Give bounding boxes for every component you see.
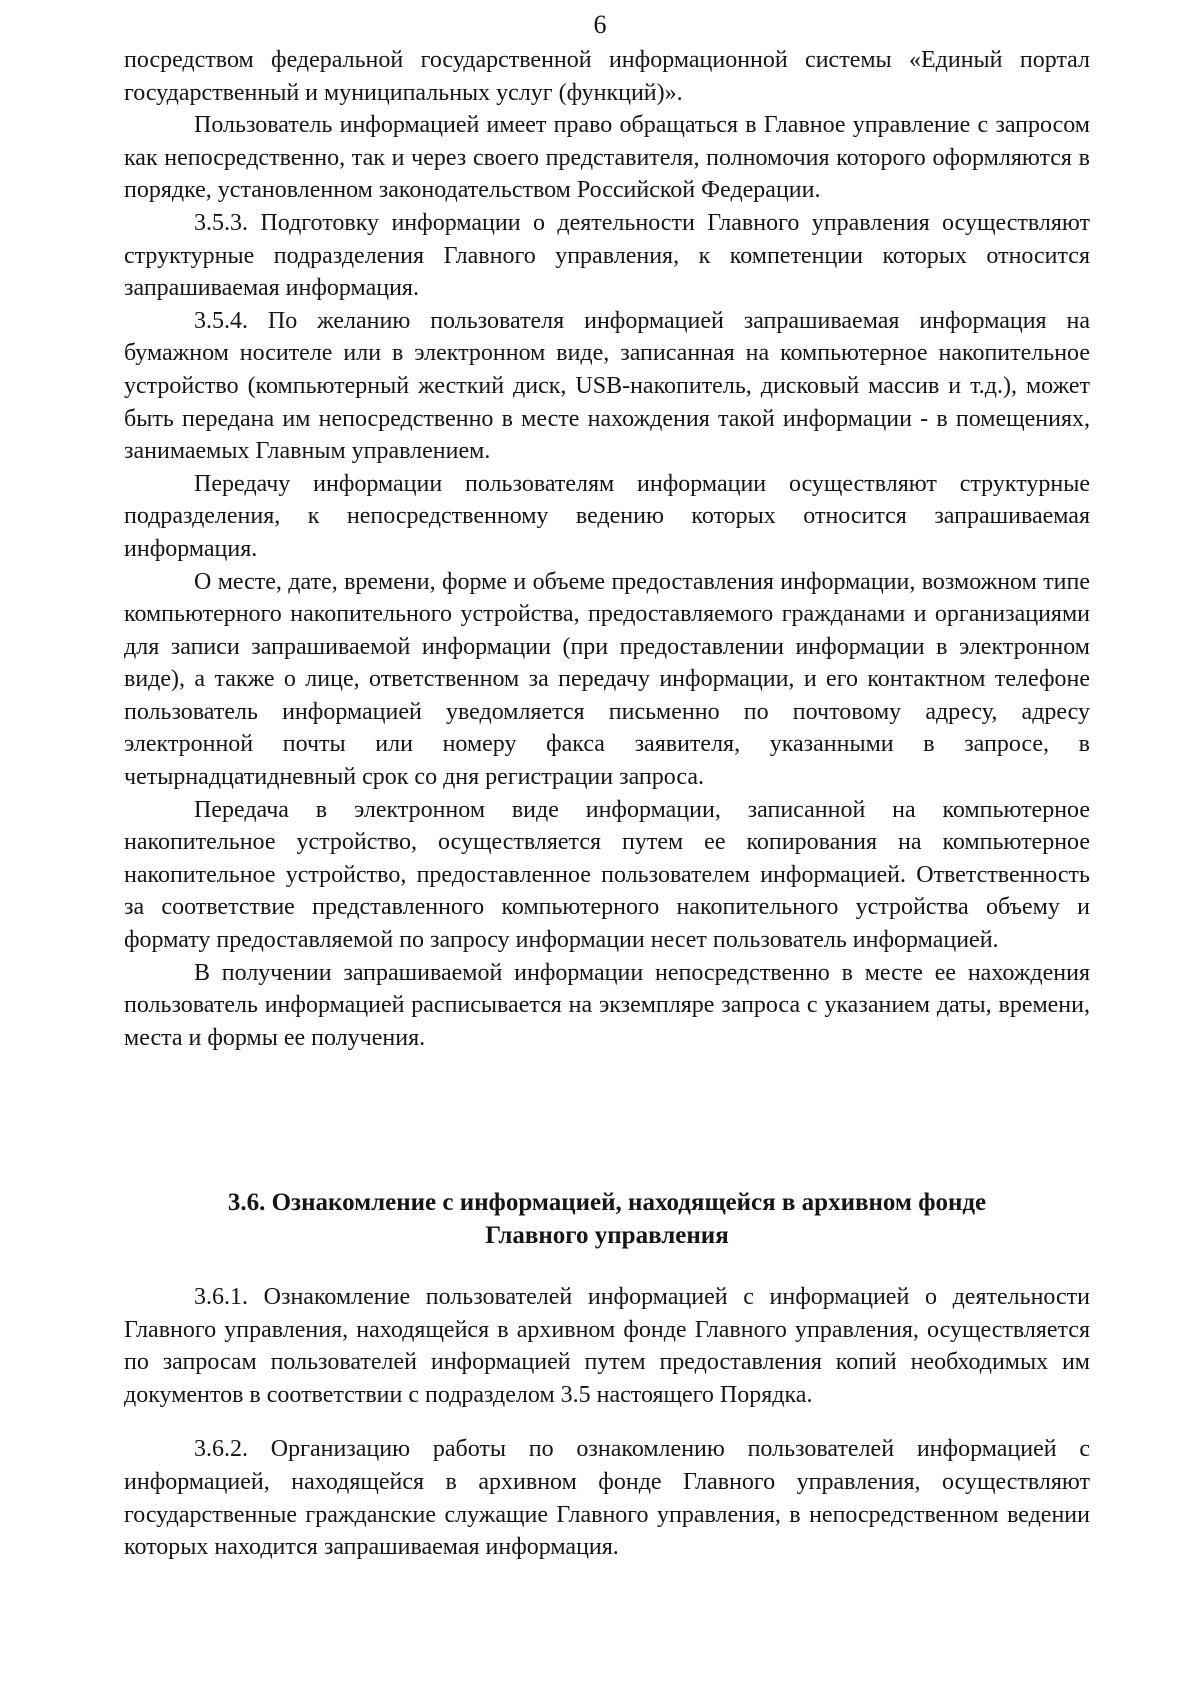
section-heading: [124, 1186, 1090, 1252]
paragraph-3-6-1: 3.6.1. Ознакомление пользователей информацией с информацией о деятельности Главного управления, находящейся в архивном фонде Главного управления, осуществляется по запросам пользователей информацией путем предоставления копий необходимых им документов в соответствии с подразделом 3.5 настоящего Порядка.: [124, 1284, 1090, 1408]
section-heading-line2: Главного управления: [485, 1222, 729, 1249]
body-text: [124, 44, 1090, 1054]
section-text: [124, 1281, 1090, 1564]
page-number: 6: [593, 10, 607, 39]
paragraph-3-5-3: 3.5.3. Подготовку информации о деятельности Главного управления осуществляют структурные подразделения Главного управления, к компетенции которых относится запрашиваемая информация.: [124, 209, 1090, 302]
paragraph-notification: О месте, дате, времени, форме и объеме предоставления информации, возможном типе компьютерного накопительного устройства, предоставляемого гражданами и организациями для записи запрашиваемой информации (при предоставлении информации в электронном виде), а также о лице, ответственном за передачу информации, и его контактном телефоне пользователь информацией уведомляется письменно по почтовому адресу, адресу электронной почты или номеру факса заявителя, указанными в запросе, в четырнадцатидневный срок со дня регистрации запроса.: [124, 568, 1090, 791]
paragraph-electronic-transfer: Передача в электронном виде информации, записанной на компьютерное накопительное устройство, осуществляется путем ее копирования на компьютерное накопительное устройство, предоставленное пользователем информацией. Ответственность за соответствие представленного компьютерного накопительного устройства объему и формату предоставляемой по запросу информации несет пользователь информацией.: [124, 796, 1090, 954]
paragraph-3-6-2: 3.6.2. Организацию работы по ознакомлению пользователей информацией с информацией, находящейся в архивном фонде Главного управления, осуществляют государственные гражданские служащие Главного управления, в непосредственном ведении которых находится запрашиваемая информация.: [124, 1436, 1090, 1561]
paragraph-3-5-4: 3.5.4. По желанию пользователя информацией запрашиваемая информация на бумажном носителе или в электронном виде, записанная на компьютерное накопительное устройство (компьютерный жесткий диск, USB-накопитель, дисковый массив и т.д.), может быть передана им непосредственно в месте нахождения такой информации - в помещениях, занимаемых Главным управлением.: [124, 307, 1090, 465]
paragraph-continuation: посредством федеральной государственной информационной системы «Единый портал государственный и муниципальных услуг (функций)».: [124, 47, 1090, 106]
paragraph-user-rights: Пользователь информацией имеет право обращаться в Главное управление с запросом как непосредственно, так и через своего представителя, полномочия которого оформляются в порядке, установленном законодательством Российской Федерации.: [124, 112, 1090, 204]
paragraph-receipt: В получении запрашиваемой информации непосредственно в месте ее нахождения пользователь информацией расписывается на экземпляре запроса с указанием даты, времени, места и формы ее получения.: [124, 959, 1090, 1051]
section-heading-line1: 3.6. Ознакомление с информацией, находящейся в архивном фонде: [227, 1189, 987, 1216]
paragraph-transfer: Передачу информации пользователям информации осуществляют структурные подразделения, к непосредственному ведению которых относится запрашиваемая информация.: [124, 470, 1090, 562]
